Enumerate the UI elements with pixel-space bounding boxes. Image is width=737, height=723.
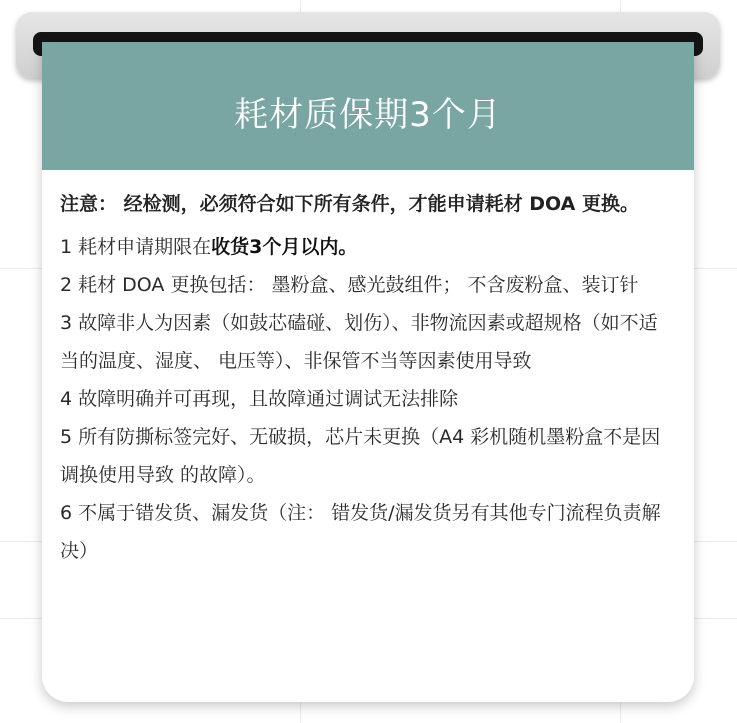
condition-text: 6 不属于错发货、漏发货（注： 错发货/漏发货另有其他专门流程负责解决） (60, 502, 661, 562)
condition-text: 1 耗材申请期限在 (60, 236, 212, 258)
condition-item-4 (60, 380, 676, 418)
warranty-card (42, 42, 694, 702)
card-header (42, 42, 694, 170)
card-title: 耗材质保期3个月 (234, 94, 502, 135)
condition-item-5 (60, 418, 676, 494)
condition-item-6 (60, 494, 676, 570)
condition-text: 3 故障非人为因素（如鼓芯磕碰、划伤）、非物流因素或超规格（如不适当的温度、湿度、 电压等）、非保管不当等因素使用导致 (60, 312, 658, 372)
condition-text: 2 耗材 DOA 更换包括： 墨粉盒、感光鼓组件； 不含废粉盒、装订针 (60, 274, 639, 296)
condition-text: 5 所有防撕标签完好、无破损，芯片未更换（A4 彩机随机墨粉盒不是因调换使用导致 的故障）。 (60, 426, 661, 486)
condition-item-1 (60, 228, 676, 266)
condition-highlight: 收货3个月以内。 (211, 236, 358, 258)
condition-text: 4 故障明确并可再现，且故障通过调试无法排除 (60, 388, 459, 410)
condition-item-2 (60, 266, 676, 304)
condition-item-3 (60, 304, 676, 380)
notice-text: 注意： 经检测，必须符合如下所有条件，才能申请耗材 DOA 更换。 (60, 193, 639, 215)
card-body (42, 170, 694, 570)
